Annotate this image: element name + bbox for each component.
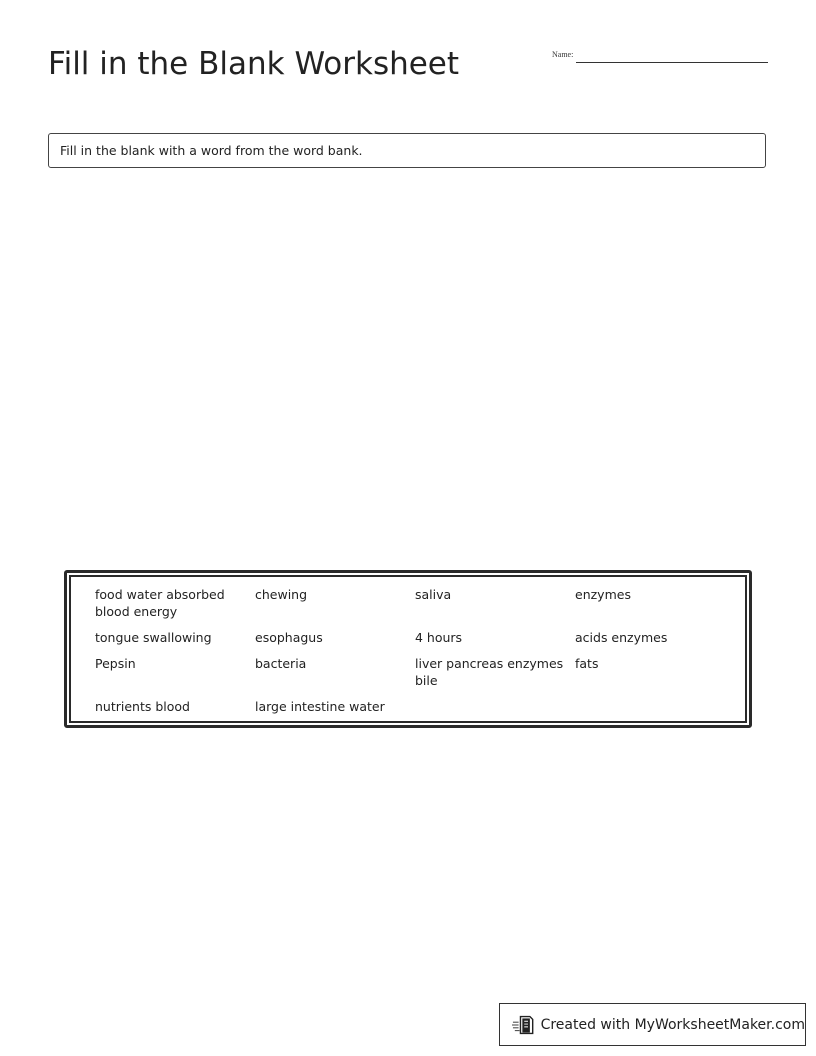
- word-bank-item: acids enzymes: [575, 630, 668, 645]
- word-bank-item: liver pancreas enzymes bile: [415, 656, 564, 688]
- word-bank-item: food water absorbed blood energy: [95, 587, 225, 619]
- word-bank-item: fats: [575, 656, 599, 671]
- word-bank-item: tongue swallowing: [95, 630, 212, 645]
- instructions-text: Fill in the blank with a word from the word bank.: [60, 143, 363, 158]
- word-bank: [64, 570, 752, 728]
- word-bank-item: saliva: [415, 587, 452, 602]
- name-line: [576, 62, 768, 63]
- name-field: [552, 48, 768, 64]
- word-bank-item: nutrients blood: [95, 699, 190, 714]
- instructions-box: [48, 133, 766, 168]
- word-bank-item: enzymes: [575, 587, 631, 602]
- word-bank-item: 4 hours: [415, 630, 463, 645]
- footer-text: Created with MyWorksheetMaker.com: [540, 1016, 805, 1033]
- word-bank-item: esophagus: [255, 630, 323, 645]
- name-label: Name:: [552, 50, 574, 59]
- word-bank-item: large intestine water: [255, 699, 385, 714]
- footer-badge[interactable]: [499, 1003, 806, 1046]
- page-title: Fill in the Blank Worksheet: [48, 46, 460, 82]
- word-bank-grid: [69, 575, 747, 723]
- word-bank-item: chewing: [255, 587, 308, 602]
- worksheet-maker-logo-icon: [512, 1013, 535, 1037]
- word-bank-item: Pepsin: [95, 656, 136, 671]
- word-bank-item: bacteria: [255, 656, 307, 671]
